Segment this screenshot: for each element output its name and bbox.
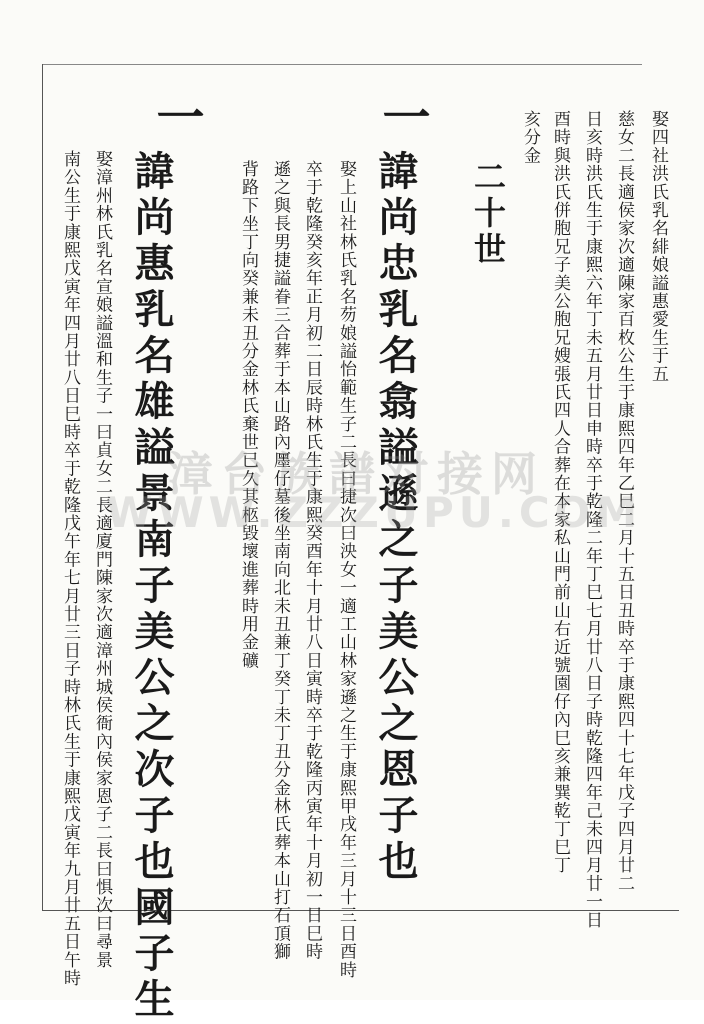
- person-name-first: 諱尚忠乳名翕謚遜之子美公之恩子也: [372, 150, 419, 886]
- person-name-second: 諱尚惠乳名雄謚景南子美公之次子也國子生: [128, 150, 175, 1024]
- brace-mark-second: 一: [148, 92, 204, 140]
- text-column-9: 遜之與長男捷謚眷三合葬于本山路內㕓仔墓後坐南向北未丑兼丁癸丁未丁丑分金林氏葬本山打石頂獅: [270, 160, 290, 961]
- text-column-10: 背路下坐丁向癸兼未丑分金林氏棄世已久其柩毀壞進葬時用金礦: [238, 160, 258, 670]
- text-column-7: 娶上山社林氏乳名芴娘謚怡範生子二長曰捷次曰泱女一適工山林家遜之生于康熙甲戌年三月十三日酉時: [336, 160, 356, 979]
- text-column-1: 娶四社洪氏乳名緋娘謚惠愛生于五: [648, 110, 668, 383]
- generation-heading: 二十世: [469, 160, 507, 268]
- text-column-2: 慈女二長適侯家次適陳家百枚公生于康熙四年乙巳二月十五日丑時卒于康熙四十七年戊子四月廿二: [614, 110, 634, 893]
- text-column-3: 日亥時洪氏生于康熙六年丁未五月廿日申時卒于乾隆二年丁巳七月廿八日子時乾隆四年己未四月廿一日: [582, 110, 602, 929]
- text-column-13: 南公生于康熙戊寅年四月廿八日巳時卒于乾隆戊午年七月廿三日子時林氏生于康熙戊寅年九月廿五日午時: [60, 150, 80, 988]
- watermark-text: 漳台族譜对接网: [167, 447, 545, 501]
- watermark-url: WWW.ZZZUPU.COM: [106, 488, 643, 537]
- text-column-8: 卒于乾隆癸亥年正月初二日辰時林氏生于康熙癸酉年十月廿八日寅時卒于乾隆丙寅年十月初一日巳時: [302, 160, 322, 961]
- text-column-4: 酉時與洪氏併胞兄子美公胞兄嫂張氏四人合葬在本家私山門前山右近號園仔內巳亥兼巽乾丁巳丁: [550, 110, 570, 875]
- text-column-12: 娶漳州林氏乳名宣娘謚溫和生子一曰貞女二長適廈門陳家次適漳州城侯衙內侯家恩子二長曰惧次曰尋景: [92, 150, 112, 969]
- text-column-5: 亥分金: [520, 110, 540, 165]
- brace-mark-first: 一: [374, 92, 430, 140]
